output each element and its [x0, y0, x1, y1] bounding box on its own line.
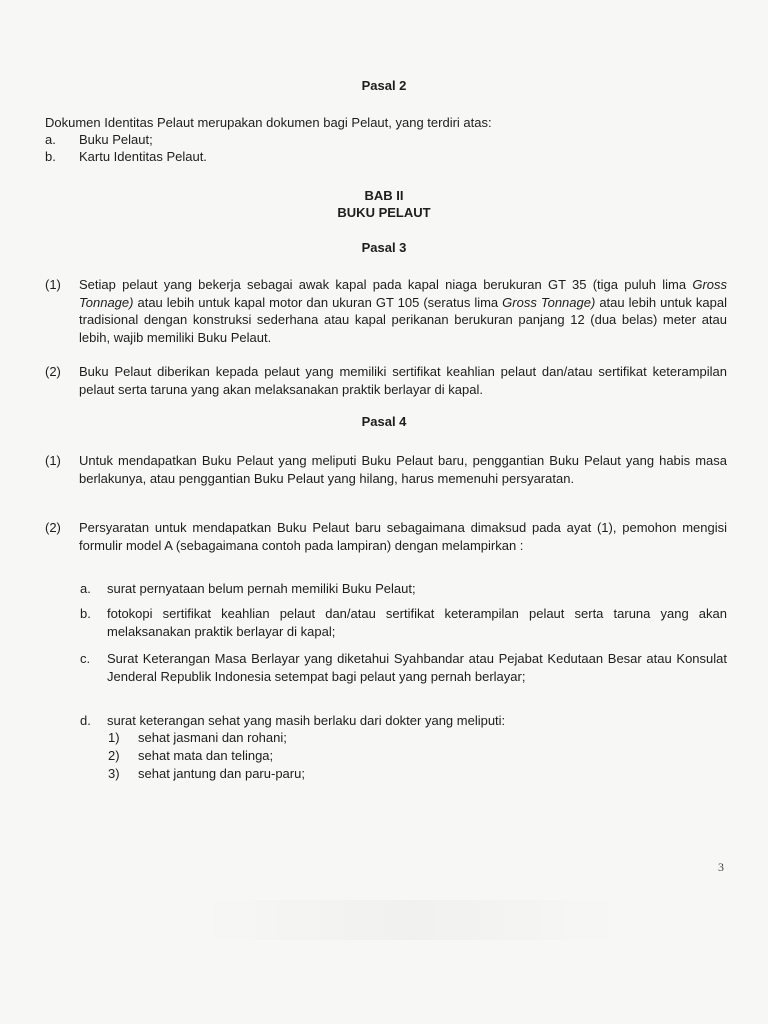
paragraph-text: Untuk mendapatkan Buku Pelaut yang meliputi Buku Pelaut baru, penggantian Buku Pelaut yang habis masa berlakunya, atau penggantian Buku Pelaut yang hilang, harus memenuhi persyaratan.: [79, 453, 727, 486]
paragraph-text: Persyaratan untuk mendapatkan Buku Pelaut baru sebagaimana dimaksud pada ayat (1), pemohon mengisi formulir model A (sebagaimana contoh pada lampiran) dengan melampirkan :: [79, 520, 727, 553]
list-item: [45, 131, 645, 148]
paragraph-item: [45, 276, 727, 346]
paragraph-marker: (2): [45, 520, 61, 535]
paragraph-marker: (2): [45, 364, 61, 379]
list-item-text: Buku Pelaut;: [79, 132, 153, 147]
list-marker: c.: [80, 651, 91, 666]
paragraph-text-part: Setiap pelaut yang bekerja sebagai awak kapal pada kapal niaga berukuran GT 35 (tiga puluh lima: [79, 277, 693, 292]
sub-list-item-text: sehat mata dan telinga;: [138, 748, 274, 763]
list-item: [80, 580, 727, 598]
sub-list-item-text: sehat jantung dan paru-paru;: [138, 766, 305, 781]
list-marker: a.: [80, 581, 91, 596]
chapter-title: BAB II: [364, 188, 404, 203]
paragraph-marker: (1): [45, 277, 61, 292]
list-marker: d.: [80, 713, 91, 728]
list-item: [80, 712, 727, 730]
list-item-text: fotokopi sertifikat keahlian pelaut dan/atau sertifikat keterampilan pelaut serta taruna yang akan melaksanakan praktik berlayar di kapal;: [107, 606, 727, 639]
pasal-3-title: Pasal 3: [361, 240, 407, 255]
paragraph-italic-term: Gross Tonnage): [502, 294, 596, 310]
scan-smudge: [200, 900, 620, 940]
chapter-subtitle: BUKU PELAUT: [337, 205, 431, 220]
sub-list-marker: 1): [108, 730, 120, 745]
list-item: [80, 650, 727, 685]
sub-list-marker: 2): [108, 748, 120, 763]
paragraph-item: [45, 452, 727, 487]
sub-list-item: [108, 729, 508, 747]
paragraph-text: Buku Pelaut diberikan kepada pelaut yang memiliki sertifikat keahlian pelaut dan/atau sertifikat keterampilan pelaut serta taruna yang akan melaksanakan praktik berlayar di kapal.: [79, 364, 727, 397]
paragraph-italic-term: Gross Tonnage): [79, 277, 727, 310]
list-item: [45, 148, 645, 165]
list-marker: a.: [45, 132, 56, 147]
list-marker: b.: [45, 149, 56, 164]
paragraph-item: [45, 519, 727, 554]
pasal-2-intro: Dokumen Identitas Pelaut merupakan dokumen bagi Pelaut, yang terdiri atas:: [45, 115, 492, 130]
list-item-text: surat keterangan sehat yang masih berlaku dari dokter yang meliputi:: [107, 713, 506, 728]
pasal-4-title: Pasal 4: [361, 414, 407, 429]
paragraph-item: [45, 363, 727, 398]
paragraph-text-part: atau lebih untuk kapal tradisional dengan konstruksi sederhana atau kapal perikanan berukuran panjang 12 (dua belas) meter atau lebih, wajib memiliki Buku Pelaut.: [79, 294, 727, 345]
paragraph-text: [79, 276, 727, 346]
list-item: [80, 605, 727, 640]
pasal-2-title: Pasal 2: [361, 78, 407, 93]
list-item-text: Surat Keterangan Masa Berlayar yang diketahui Syahbandar atau Pejabat Kedutaan Besar atau Konsulat Jenderal Republik Indonesia setempat bagi pelaut yang pernah berlayar;: [107, 651, 727, 684]
sub-list-item-text: sehat jasmani dan rohani;: [138, 730, 287, 745]
page-number: 3: [718, 860, 724, 874]
sub-list-item: [108, 765, 508, 783]
list-item-text: Kartu Identitas Pelaut.: [79, 149, 207, 164]
list-marker: b.: [80, 606, 91, 621]
sub-list-marker: 3): [108, 766, 120, 781]
sub-list-item: [108, 747, 508, 765]
paragraph-marker: (1): [45, 453, 61, 468]
list-item-text: surat pernyataan belum pernah memiliki Buku Pelaut;: [107, 581, 416, 596]
paragraph-text-part: atau lebih untuk kapal motor dan ukuran GT 105 (seratus lima: [133, 294, 503, 310]
